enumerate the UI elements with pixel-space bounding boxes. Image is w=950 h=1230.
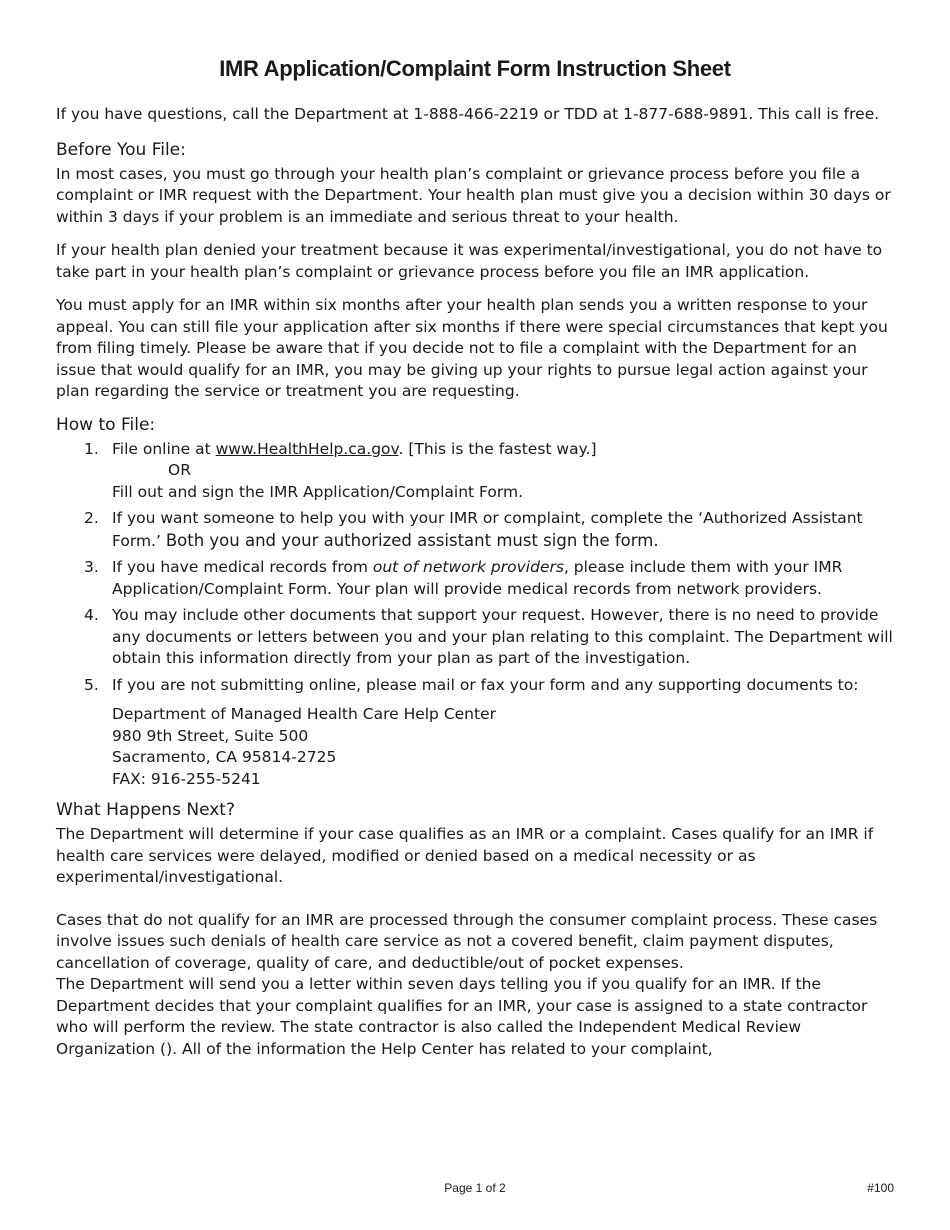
step-3-emphasis: out of network providers [372,558,564,576]
before-you-file-heading: Before You File: [56,139,186,160]
step-number: 3. [84,558,99,576]
healthhelp-link[interactable]: www.HealthHelp.ca.gov [215,439,399,458]
how-to-file-heading: How to File: [56,414,156,435]
step-5-text: If you are not submitting online, please mail or fax your form and any supporting documents to: [112,675,859,694]
step-1-alternative: Fill out and sign the IMR Application/Complaint Form. [112,482,523,501]
step-4-text: You may include other documents that support your request. However, there is no need to provide any documents or letters between you and your plan relating to this complaint. The Department will obtain this information directly from your plan as part of the investigation. [112,606,893,667]
step-3-text-cont: , please include them with your IMR Application/Complaint Form. Your plan will provide medical records from network providers. [112,558,843,598]
address-line-2: 980 9th Street, Suite 500 [112,726,309,745]
form-code: #100 [867,1181,894,1195]
what-happens-next-heading: What Happens Next? [56,800,235,820]
fax-number: FAX: 916-255-5241 [112,769,261,788]
next-paragraph-2: Cases that do not qualify for an IMR are processed through the consumer complaint process. These cases involve issues such denials of health care service as not a covered benefit, claim payment disputes, cancellation of coverage, quality of care, and deductible/out of pocket expenses. [56,910,878,972]
before-paragraph-1: In most cases, you must go through your health plan’s complaint or grievance process before you file a complaint or IMR request with the Department. Your health plan must give you a decision within 30 days or within 3 days if your problem is an immediate and serious threat to your health. [56,164,891,226]
step-number: 5. [84,675,99,694]
list-item [56,439,894,504]
intro-paragraph: If you have questions, call the Department at 1-888-466-2219 or TDD at 1-877-688-9891. This call is free. [56,105,880,123]
list-item [56,675,894,791]
document-page [56,0,894,1060]
before-paragraph-3: You must apply for an IMR within six months after your health plan sends you a written response to your appeal. You can still file your application after six months if there were special circumstances that kept you from filing timely. Please be aware that if you decide not to file a complaint with the Department for an issue that would qualify for an IMR, you may be giving up your rights to pursue legal action against your plan regarding the service or treatment you are requesting. [56,296,888,400]
step-number: 2. [84,509,99,527]
before-paragraph-2: If your health plan denied your treatment because it was experimental/investigational, you do not have to take part in your health plan’s complaint or grievance process before you file an IMR application. [56,241,883,281]
step-number: 4. [84,606,99,624]
step-number: 1. [84,439,99,458]
list-item [56,557,894,600]
step-2-text: If you want someone to help you with your IMR or complaint, complete the ‘Authorized Assistant Form.’ [112,509,863,550]
next-paragraph-1: The Department will determine if your case qualifies as an IMR or a complaint. Cases qualify for an IMR if health care services were delayed, modified or denied based on a medical necessity or as experimental/investigational. [56,825,874,886]
list-item [56,605,894,670]
mailing-address [112,704,894,790]
how-to-file-list [56,439,894,791]
address-line-3: Sacramento, CA 95814-2725 [112,748,337,766]
step-3-text: If you have medical records from [112,558,373,576]
step-1-text: File online at [112,439,216,458]
next-paragraph-3: The Department will send you a letter within seven days telling you if you qualify for an IMR. If the Department decides that your complaint qualifies for an IMR, your case is assigned to a state contractor who will perform the review. The state contractor is also called the Independent Medical Review Organization (). All of the information the Help Center has related to your complaint, [56,975,868,1058]
or-label: OR [168,461,191,479]
paragraph-spacer [56,889,894,910]
page-title: IMR Application/Complaint Form Instruction Sheet [219,56,731,81]
address-line-1: Department of Managed Health Care Help Center [112,705,496,723]
page-number: Page 1 of 2 [444,1181,506,1195]
list-item [56,508,894,552]
step-1-note: . [This is the fastest way.] [398,439,597,458]
step-2-signature-note: Both you and your authorized assistant must sign the form. [165,530,659,550]
